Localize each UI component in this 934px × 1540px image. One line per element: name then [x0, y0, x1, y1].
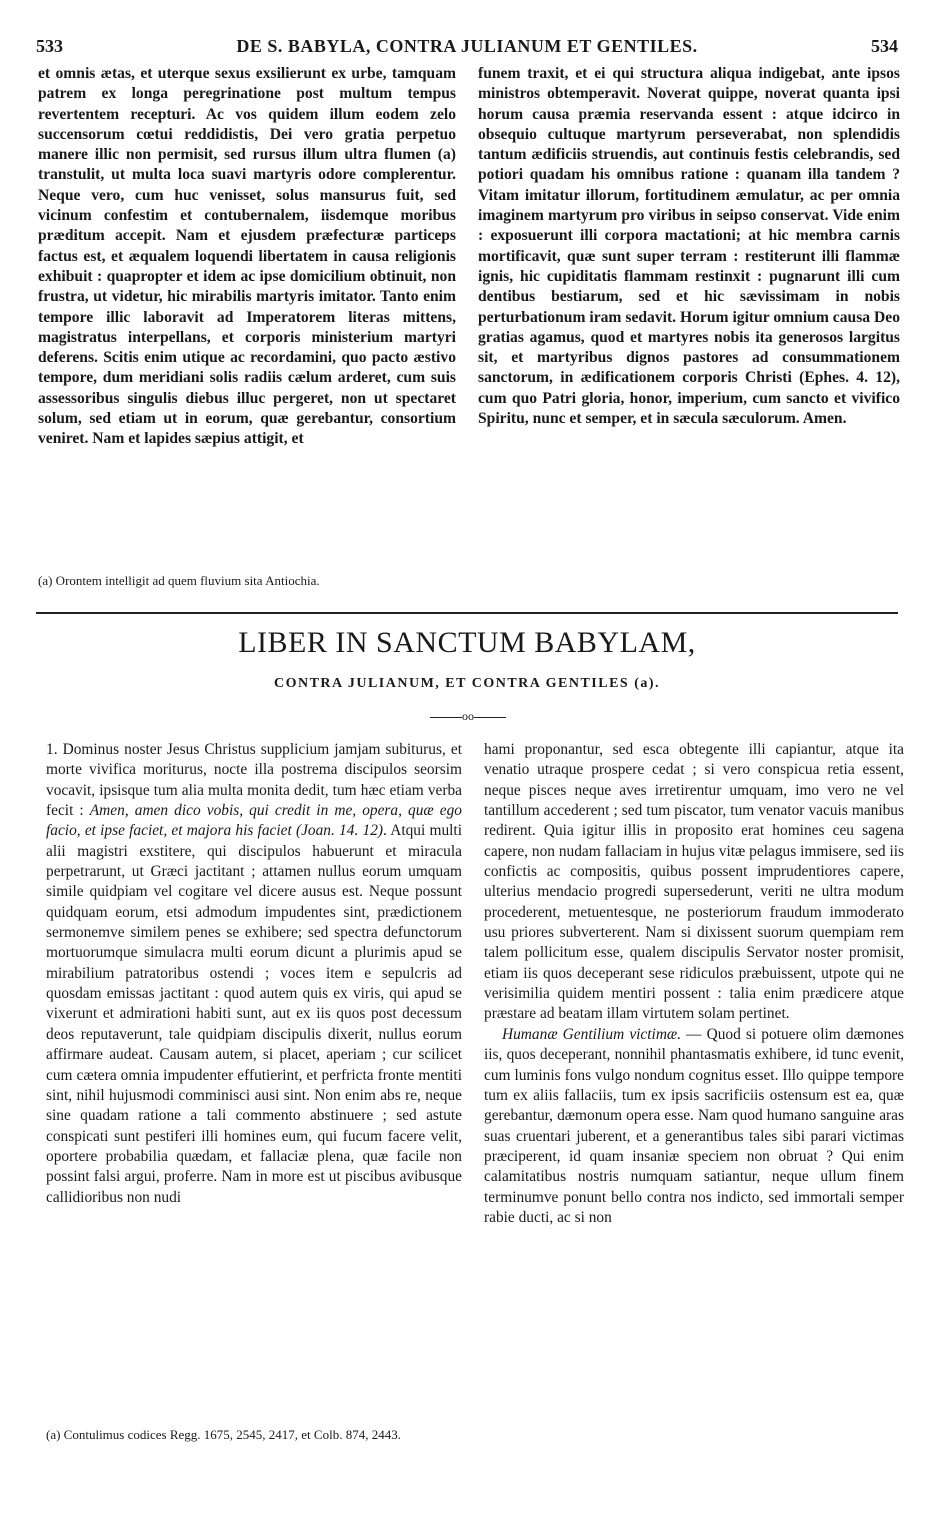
section-divider: [36, 612, 898, 614]
paragraph-rest: . Atqui multi alii magistri exstitere, qui discipulos habuerunt et miracula perpetrarunt, ut Græci jactitant ; attamen nullus eorum umquam simile quidpiam vel cogitare vel dicere ausus est. Neque possunt quidquam eorum, etsi admodum impudentes sint, prædictionem sermonemve similem penes se exhibere; sed spectra defunctorum mortuorumque simulacra multi eorum dicunt a plurimis apud se mirabilium patratoribus ostendi ; voces item e sepulcris ad quosdam emissas jactitant : quod autem quis ex viris, qui apud se vixerunt et admirationi habiti sunt, aut ex iis quos post decessum deos reputaverunt, tale quidpiam discipulis dixerit, nullus eorum affirmare audeat. Causam autem, si placet, aperiam ; cur scilicet cum cætera omnia impudenter effutierint, et perfricta fronte mentiti sint, nihil hujusmodi comminisci ausi sint. Non enim abs re, neque sine quadam ratione a tali commento abstinuere ; sed astute conspicati sunt pestiferi illi homines eum, qui fucum facere velit, oportere probabilia quædam, et fallaciæ plena, quæ facile non possint falsi argui, proferre. Nam in more est ut piscibus avibusque callidioribus non nudi: [46, 822, 462, 1206]
top-left-column: [38, 64, 456, 450]
bottom-left-paragraph: [46, 740, 462, 1208]
paragraph-start: 1. Dominus noster Jesus Christus supplicium jamjam subiturus, et morte vivifica moriturus, nocte illa postrema discipulos seorsim vocavit, ipsisque tum alia multa monita dedit, tum hæc etiam verba fecit :: [46, 741, 462, 820]
bottom-footnote: (a) Contulimus codices Regg. 1675, 2545, 2417, et Colb. 874, 2443.: [46, 1427, 401, 1442]
ornament-divider: [420, 704, 516, 728]
running-title: DE S. BABYLA, CONTRA JULIANUM ET GENTILES.: [236, 36, 698, 56]
top-right-paragraph: funem traxit, et ei qui structura aliqua indigebat, ante ipsos ministros obtemperavit. Noverat quippe, noverat quanta ipsi horum causa præmia reservanda essent : atque idcirco in obsequio cultuque martyrum perseverabat, non splendidis tantum ædificiis struendis, aut continuis festis celebrandis, sed potiori quadam his omnibus ratione : quanam illa tandem ? Vitam imitatur illorum, fortitudinem æmulatur, ac per omnia imaginem martyrum pro viribus in seipso conservat. Vide enim : exposuerunt illi corpora mactationi; at hic membra carnis mortificavit, quæ sunt super terram : restiterunt illi flammæ ignis, hic cupiditatis flammam restinxit : pugnarunt illi cum dentibus bestiarum, sed et hic sævissimam in nobis perturbationum iram sedavit. Horum igitur omnium causa Deo gratias agamus, quod et martyres nobis ita generosos largitus sit, et martyribus dignos pastores ad consummationem sanctorum, in ædificationem corporis Christi (Ephes. 4. 12), cum quo Patri gloria, honor, imperium, cum sancto et vivifico Spiritu, nunc et semper, et in sæcula sæculorum. Amen.: [478, 65, 900, 428]
section-text: — Quod si potuere olim dæmones iis, quos deceperant, nonnihil phantasmatis exhibere, id tunc evenit, cum luminis fons vulgo nondum cognitus esset. Illo quippe tempore tum ex aliis fallaciis, tum ex ipsis sacrificiis ostensum est ea, quæ gerebantur, dæmonum opera esse. Nam quod humano sanguine aras suas cruentari juberent, et a generantibus tales sibi parari victimas præciperent, id quam insaniæ speciem non obruat ? Qui enim calamitatibus nostris numquam satiantur, neque ullum finem terminumve ponunt bello contra nos indicto, sed immortali semper rabie ducti, ac si non: [484, 1025, 904, 1226]
top-footnote: (a) Orontem intelligit ad quem fluvium sita Antiochia.: [38, 573, 320, 588]
running-header: [36, 36, 898, 60]
top-right-column: [478, 64, 900, 429]
book-title: LIBER IN SANCTUM BABYLAM,: [238, 626, 696, 659]
bottom-right-column: [484, 740, 904, 1228]
scripture-quote: Amen, amen dico vobis, qui credit in me, opera, quæ ego facio, et ipse faciet, et majora his faciet (Joan. 14. 12): [46, 802, 462, 840]
bottom-right-paragraph-2: [484, 1025, 904, 1228]
book-subtitle: CONTRA JULIANUM, ET CONTRA GENTILES (a).: [273, 676, 661, 691]
section-heading: Humanæ Gentilium victimæ.: [502, 1025, 682, 1043]
bottom-left-column: [46, 740, 462, 1208]
page-number-left: 533: [36, 36, 63, 56]
ornament-glyph: oo: [462, 709, 474, 723]
page-number-right: 534: [871, 36, 898, 56]
top-left-paragraph: et omnis ætas, et uterque sexus exsilierunt ex urbe, tamquam patrem ex longa peregrinatione post multum tempus revertentem recepturi. Ac vos quidem illum eodem zelo succensorum cœtui reddidistis, Dei vero gratia perpetuo manere illic non permisit, sed rursus illum ultra flumen (a) transtulit, ut multa loca suavi martyris odore complerentur. Neque vero, cum huc venisset, solus mansurus fuit, sed vicinum confestim et contubernalem, iisdemque moribus præditum accepit. Nam et ejusdem præfecturæ particeps factus est, et æqualem loquendi libertatem in causa religionis exhibuit : quapropter et idem ac ipse domicilium obtinuit, non frustra, ut videtur, hic mirabilis martyris imitator. Tanto enim tempore illic laboravit ad Imperatorem literas mittens, magistratus interpellans, et corporis ministerium martyri deferens. Scitis enim utique ac recordamini, quo pacto æstivo tempore, dum meridiani solis radiis cælum arderet, cum suis assessoribus singulis diebus illuc pergeret, non ut spectaret solum, sed etiam ut in eorum, quæ gerebantur, consortium veniret. Nam et lapides sæpius attigit, et: [38, 65, 456, 448]
bottom-right-paragraph-1: hami proponantur, sed esca obtegente illi capiantur, atque ita venatio utraque prospere cedat ; si vero conspicua retia essent, neque pisces neque aves irretirentur umquam, imo vero ne vel tantillum accederent ; sed tum piscator, tum venator vacuis manibus redirent. Quia igitur illis in proposito erat homines ceu sagena capere, non nudam fallaciam in hujus vitæ pelagus immisere, sed iis confictis ac compositis, quibus possent imprudentiores capere, ulterius mendacio progredi supersederunt, veriti ne ultra modum procederent, metuentesque, ne posteriorum fraudum immoderato usu priores subverterent. Nam si dixissent suorum quempiam rem talem pollicitum esse, qualem discipulis Servator noster promisit, etiam iis quos deceperant sese ridiculos præbuissent, utpote qui ne verisimilia quidem mentiri possent : talia enim prædicere atque præstare ad beatam illam virtutem solam pertinet.: [484, 741, 904, 1023]
